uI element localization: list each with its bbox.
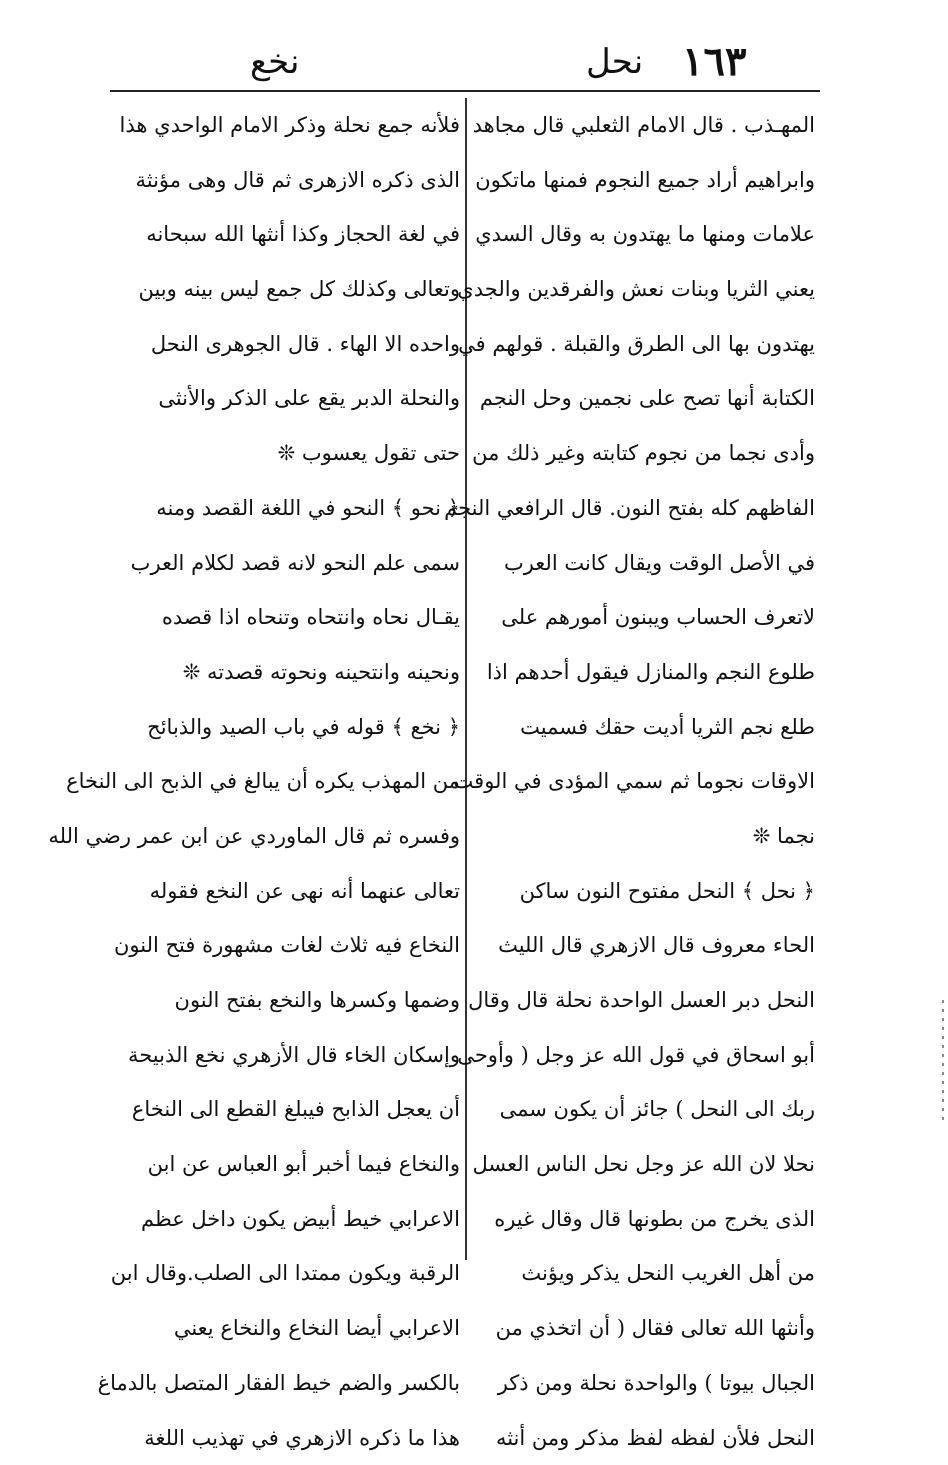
text-line: أبو اسحاق في قول الله عز وجل ( وأوحى <box>470 1028 815 1083</box>
text-line: في الأصل الوقت ويقال كانت العرب <box>470 536 815 591</box>
text-line: يقـال نحاه وانتحاه وتنحاه اذا قصده <box>110 590 460 645</box>
text-line: نحلا لان الله عز وجل نحل الناس العسل <box>470 1137 815 1192</box>
text-line: الاعرابي خيط أبيض يكون داخل عظم <box>110 1192 460 1247</box>
text-line: الكتابة أنها تصح على نجمين وحل النجم <box>470 371 815 426</box>
page-header <box>100 36 820 86</box>
text-line: وتعالى وكذلك كل جمع ليس بينه وبين <box>110 262 460 317</box>
entry-heading-line: ﴿ نحل ﴾ النحل مفتوح النون ساكن <box>470 864 815 919</box>
text-line: الرقبة ويكون ممتدا الى الصلب.وقال ابن <box>110 1246 460 1301</box>
text-line: وابراهيم أراد جميع النجوم فمنها ماتكون <box>470 153 815 208</box>
text-line: من المهذب يكره أن يبالغ في الذبح الى النخاع <box>110 754 460 809</box>
text-line: فلأنه جمع نحلة وذكر الامام الواحدي هذا <box>110 98 460 153</box>
text-line: نجما ❊ <box>470 809 815 864</box>
header-catchword: نخع <box>250 42 300 82</box>
text-line: النخاع فيه ثلاث لغات مشهورة فتح النون <box>110 918 460 973</box>
entry-heading-line: ﴿ نخع ﴾ قوله في باب الصيد والذبائح <box>110 700 460 755</box>
text-line: المهـذب . قال الامام الثعلبي قال مجاهد <box>470 98 815 153</box>
text-line: والنخاع فيما أخبر أبو العباس عن ابن <box>110 1137 460 1192</box>
left-column <box>110 98 460 1268</box>
text-line: وأنثها الله تعالى فقال ( أن اتخذي من <box>470 1301 815 1356</box>
text-line: من أهل الغريب النحل يذكر ويؤنث <box>470 1246 815 1301</box>
header-entry-word: نحل <box>586 42 643 82</box>
text-line: الذى ذكره الازهرى ثم قال وهى مؤنثة <box>110 153 460 208</box>
text-line: وأدى نجما من نجوم كتابته وغير ذلك من <box>470 426 815 481</box>
text-line: الفاظهم كله بفتح النون. قال الرافعي النجم <box>470 481 815 536</box>
text-line: علامات ومنها ما يهتدون به وقال السدي <box>470 207 815 262</box>
text-line: بالكسر والضم خيط الفقار المتصل بالدماغ <box>110 1356 460 1411</box>
text-line: ونحينه وانتحينه ونحوته قصدته ❊ <box>110 645 460 700</box>
text-line: الاوقات نجوما ثم سمي المؤدى في الوقت <box>470 754 815 809</box>
text-line: الجبال بيوتا ) والواحدة نحلة ومن ذكر <box>470 1356 815 1411</box>
text-line: يهتدون بها الى الطرق والقبلة . قولهم في <box>470 317 815 372</box>
text-line: والنحلة الدبر يقع على الذكر والأنثى <box>110 371 460 426</box>
right-column <box>470 98 815 1268</box>
text-line: الذى يخرج من بطونها قال وقال غيره <box>470 1192 815 1247</box>
text-line: هذا ما ذكره الازهري في تهذيب اللغة <box>110 1411 460 1465</box>
text-line: في لغة الحجاز وكذا أنثها الله سبحانه <box>110 207 460 262</box>
text-line: ربك الى النحل ) جائز أن يكون سمى <box>470 1082 815 1137</box>
text-line: طلوع النجم والمنازل فيقول أحدهم اذا <box>470 645 815 700</box>
text-line: وإسكان الخاء قال الأزهري نخع الذبيحة <box>110 1028 460 1083</box>
text-line: النحل فلأن لفظه لفظ مذكر ومن أنثه <box>470 1411 815 1465</box>
text-line: أن يعجل الذابح فيبلغ القطع الى النخاع <box>110 1082 460 1137</box>
text-line: سمى علم النحو لانه قصد لكلام العرب <box>110 536 460 591</box>
text-line: واحده الا الهاء . قال الجوهرى النحل <box>110 317 460 372</box>
text-line: تعالى عنهما أنه نهى عن النخع فقوله <box>110 864 460 919</box>
text-line: النحل دبر العسل الواحدة نحلة قال وقال <box>470 973 815 1028</box>
header-rule <box>110 90 820 92</box>
text-line: وفسره ثم قال الماوردي عن ابن عمر رضي الله <box>110 809 460 864</box>
text-line: وضمها وكسرها والنخع بفتح النون <box>110 973 460 1028</box>
page-number: ١٦٣ <box>682 38 746 85</box>
text-line: طلع نجم الثريا أديت حقك فسميت <box>470 700 815 755</box>
entry-heading-line: ﴿ نحو ﴾ النحو في اللغة القصد ومنه <box>110 481 460 536</box>
text-line: الحاء معروف قال الازهري قال الليث <box>470 918 815 973</box>
text-line: يعني الثريا وبنات نعش والفرقدين والجدي <box>470 262 815 317</box>
text-line: الاعرابي أيضا النخاع والنخاع يعني <box>110 1301 460 1356</box>
text-line: لاتعرف الحساب ويبنون أمورهم على <box>470 590 815 645</box>
text-line: حتى تقول يعسوب ❊ <box>110 426 460 481</box>
scan-edge-mark <box>942 1000 944 1120</box>
